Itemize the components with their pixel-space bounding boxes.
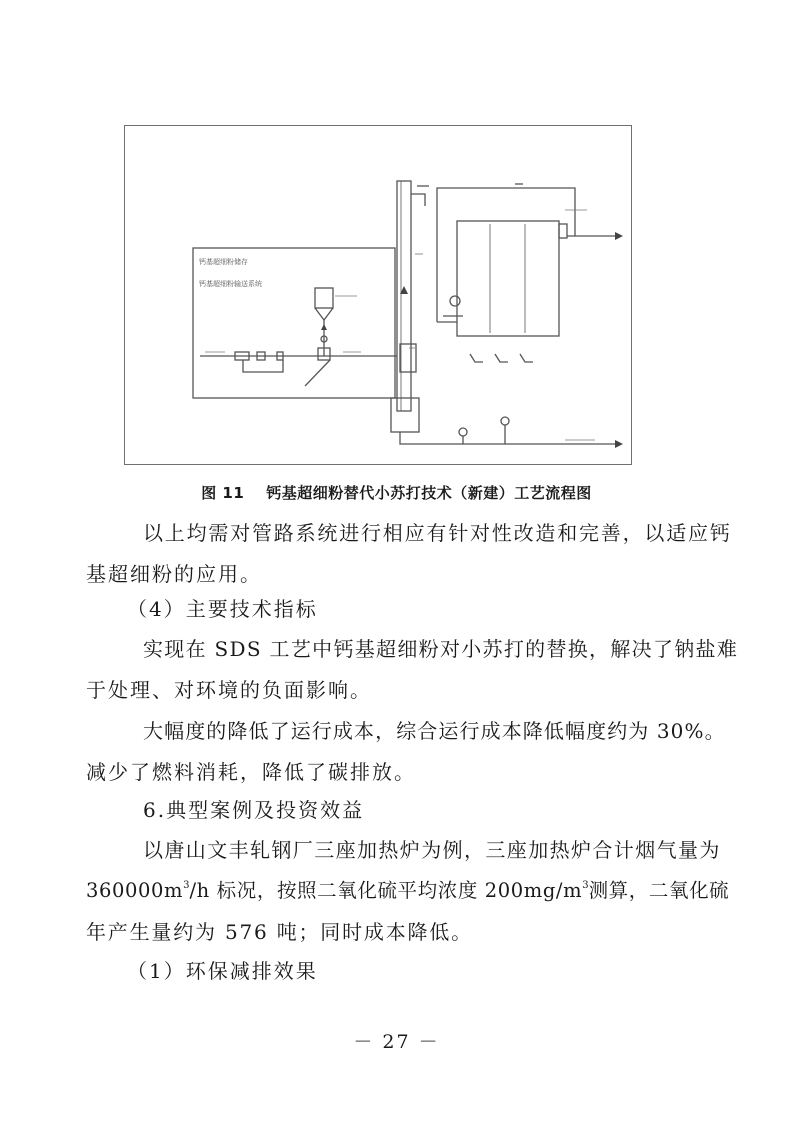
figure-caption: [0, 482, 793, 503]
superscript-3: 3: [582, 880, 589, 891]
body-line-7: 减少了燃料消耗，降低了碳排放。: [86, 760, 416, 784]
conveying-system-box: [193, 248, 395, 398]
main-duct: [397, 181, 411, 411]
section-heading-4: （4）主要技术指标: [127, 597, 318, 621]
body-line-4: 实现在 SDS 工艺中钙基超细粉对小苏打的替换，解决了钠盐难: [143, 637, 739, 661]
section-heading-1: （1）环保减排效果: [127, 959, 318, 983]
flow-diagram-drawing: [125, 126, 633, 466]
body-line-10: [86, 878, 729, 904]
bag-filter-unit: [457, 221, 559, 336]
body-line-5: 于处理、对环境的负面影响。: [86, 678, 372, 702]
body-line-10-end: 测算，二氧化硫: [588, 879, 730, 902]
body-line-2: 基超细粉的应用。: [86, 562, 262, 586]
box-label-line2: 钙基超细粉输送系统: [199, 280, 262, 288]
body-line-1: 以上均需对管路系统进行相应有针对性改造和完善，以适应钙: [143, 521, 732, 545]
gas-volume: 360000m: [86, 879, 184, 902]
body-line-9: 以唐山文丰轧钢厂三座加热炉为例，三座加热炉合计烟气量为: [143, 838, 721, 862]
process-flow-diagram: [124, 125, 632, 465]
body-line-11: 年产生量约为 576 吨；同时成本降低。: [86, 920, 473, 944]
section-heading-6: 6.典型案例及投资效益: [143, 798, 365, 822]
body-line-6: 大幅度的降低了运行成本，综合运行成本降低幅度约为 30%。: [143, 719, 726, 743]
figure-title: 钙基超细粉替代小苏打技术（新建）工艺流程图: [266, 484, 592, 502]
box-label-line1: 钙基超细粉储存: [199, 258, 248, 266]
silo: [315, 288, 333, 308]
body-line-10-middle: /h 标况，按照二氧化硫平均浓度 200mg/m: [189, 879, 583, 902]
figure-number: 图 11: [201, 484, 245, 502]
page-number: － 27 －: [353, 1031, 440, 1053]
superscript-3: 3: [183, 880, 190, 891]
